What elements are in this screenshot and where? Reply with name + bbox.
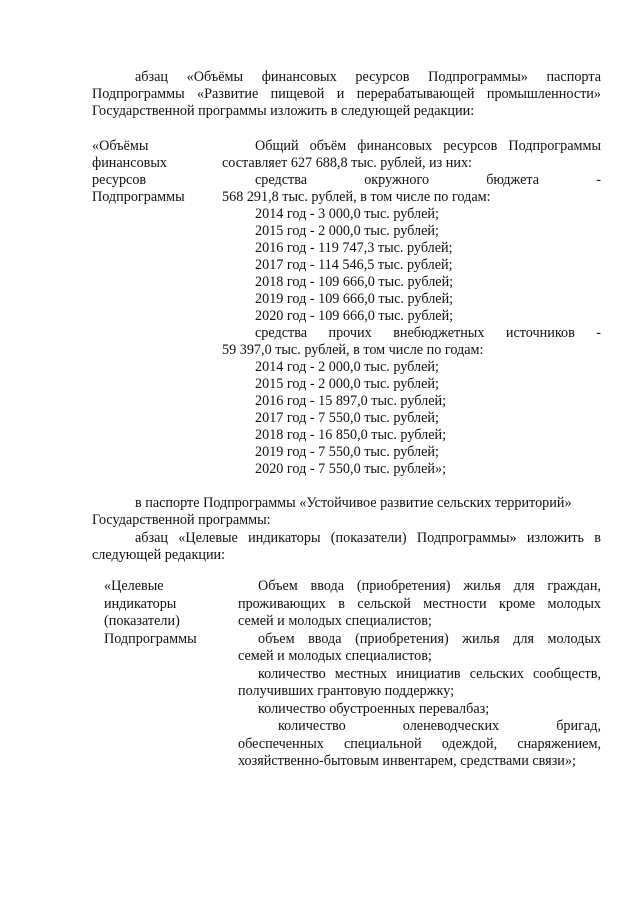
table2-label-line: «Целевые xyxy=(104,578,164,594)
table2-text-line: получивших грантовую поддержку; xyxy=(238,683,455,699)
table1-text-line: 568 291,8 тыс. рублей, в том числе по годам: xyxy=(222,189,491,205)
table1-text-line: 2014 год - 2 000,0 тыс. рублей; xyxy=(255,359,439,375)
table1-text-line: 2018 год - 16 850,0 тыс. рублей; xyxy=(255,427,447,443)
table1-text-line: 2014 год - 3 000,0 тыс. рублей; xyxy=(255,206,439,222)
table1-text-line: 2019 год - 109 666,0 тыс. рублей; xyxy=(255,291,454,307)
table2-label-line: Подпрограммы xyxy=(104,631,197,647)
table2-text-line: количество местных инициатив сельских сообществ, xyxy=(258,666,601,682)
table1-text-line: средства прочих внебюджетных источников - xyxy=(255,325,601,341)
table2-text-line: количество обустроенных перевалбаз; xyxy=(258,701,490,717)
table1-text-line: 2020 год - 109 666,0 тыс. рублей; xyxy=(255,308,454,324)
table2-text-line: объем ввода (приобретения) жилья для молодых xyxy=(258,631,601,647)
table2-text-line: семей и молодых специалистов; xyxy=(238,648,432,664)
section2-line: в паспорте Подпрограммы «Устойчивое развитие сельских территорий» xyxy=(135,495,572,511)
section2-line: Государственной программы: xyxy=(92,512,271,528)
table2-label-line: индикаторы xyxy=(104,596,177,612)
table1-text-line: 2018 год - 109 666,0 тыс. рублей; xyxy=(255,274,454,290)
table2-text-line: хозяйственно-бытовым инвентарем, средствами связи»; xyxy=(238,753,576,769)
table1-label-line: «Объёмы xyxy=(92,138,149,154)
intro-line: абзац «Объёмы финансовых ресурсов Подпрограммы» паспорта xyxy=(135,69,601,85)
table2-text-line: семей и молодых специалистов; xyxy=(238,613,432,629)
table2-text-line: Объем ввода (приобретения) жилья для граждан, xyxy=(258,578,601,594)
section2-line: абзац «Целевые индикаторы (показатели) Подпрограммы» изложить в xyxy=(135,530,601,546)
table1-text-line: 2016 год - 15 897,0 тыс. рублей; xyxy=(255,393,447,409)
table1-label-line: Подпрограммы xyxy=(92,189,185,205)
table1-text-line: 59 397,0 тыс. рублей, в том числе по годам: xyxy=(222,342,484,358)
table2-text-line: количество оленеводческих бригад, xyxy=(278,718,601,734)
table1-text-line: 2020 год - 7 550,0 тыс. рублей»; xyxy=(255,461,447,477)
intro-line: Подпрограммы «Развитие пищевой и перерабатывающей промышленности» xyxy=(92,86,601,102)
table1-text-line: средства окружного бюджета - xyxy=(255,172,601,188)
section2-line: следующей редакции: xyxy=(92,547,226,563)
table2-text-line: обеспеченных специальной одеждой, снаряжением, xyxy=(238,736,601,752)
table1-text-line: 2019 год - 7 550,0 тыс. рублей; xyxy=(255,444,439,460)
table2-text-line: проживающих в сельской местности кроме молодых xyxy=(238,596,601,612)
table1-text-line: 2015 год - 2 000,0 тыс. рублей; xyxy=(255,376,439,392)
table1-text-line: 2017 год - 7 550,0 тыс. рублей; xyxy=(255,410,439,426)
table1-text-line: составляет 627 688,8 тыс. рублей, из них: xyxy=(222,155,472,171)
intro-line: Государственной программы изложить в следующей редакции: xyxy=(92,103,475,119)
table1-text-line: 2017 год - 114 546,5 тыс. рублей; xyxy=(255,257,453,273)
table1-text-line: Общий объём финансовых ресурсов Подпрограммы xyxy=(255,138,601,154)
table2-label-line: (показатели) xyxy=(104,613,180,629)
table1-text-line: 2016 год - 119 747,3 тыс. рублей; xyxy=(255,240,453,256)
table1-text-line: 2015 год - 2 000,0 тыс. рублей; xyxy=(255,223,439,239)
table1-label-line: финансовых xyxy=(92,155,167,171)
table1-label-line: ресурсов xyxy=(92,172,147,188)
